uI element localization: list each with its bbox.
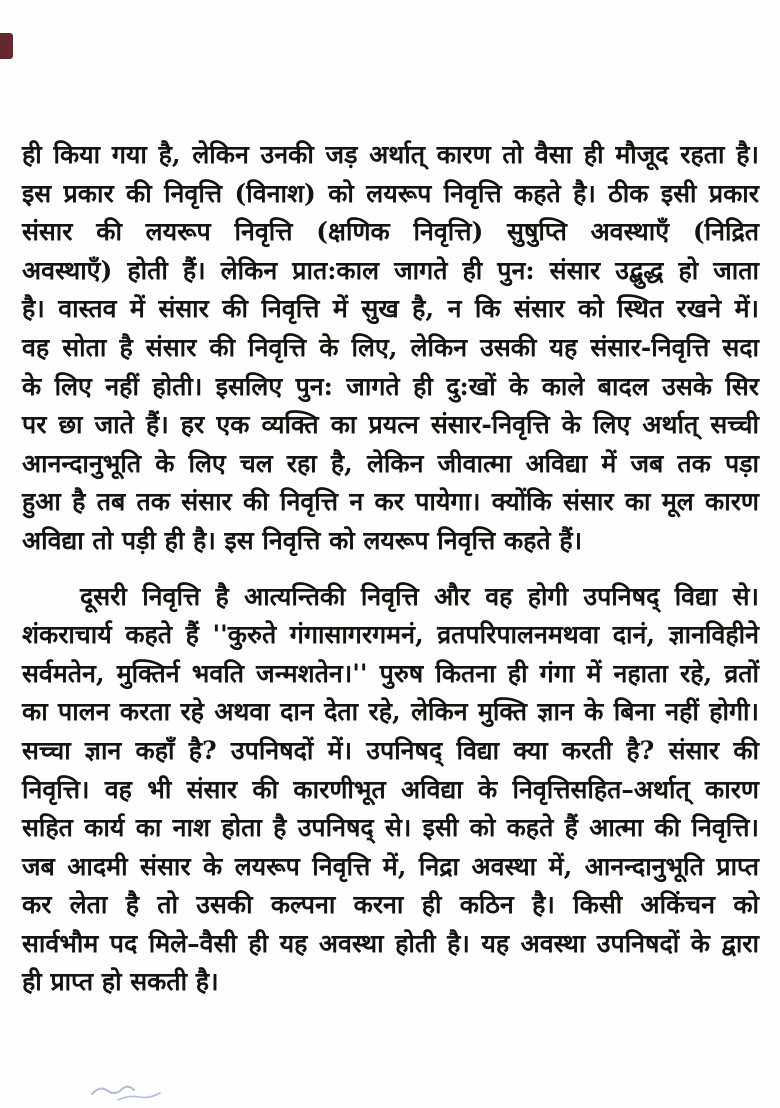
text-line: निवृत्ति। वह भी संसार की कारणीभूत अविद्या के निवृत्तिसहित–अर्थात् कारण — [22, 774, 759, 804]
text-line: संसार की लयरूप निवृत्ति (क्षणिक निवृत्ति) सुषुप्ति अवस्थाएँ (निद्रित — [22, 217, 759, 247]
paragraph — [22, 136, 759, 561]
text-line: है। वास्तव में संसार की निवृत्ति में सुख है, न कि संसार को स्थित रखने में। — [22, 294, 759, 324]
ink-stroke-1 — [92, 1087, 134, 1094]
text-line: ही प्राप्त हो सकती है। — [22, 967, 219, 997]
text-line: सार्वभौम पद मिले–वैसी ही यह अवस्था होती है। यह अवस्था उपनिषदों के द्वारा — [22, 928, 759, 958]
text-line: के लिए नहीं होती। इसलिए पुन: जागते ही दु:खों के काले बादल उसके सिर — [22, 371, 759, 401]
text-line: सच्चा ज्ञान कहाँ है? उपनिषदों में। उपनिषद् विद्या क्या करती है? संसार की — [22, 735, 759, 765]
text-line: अविद्या तो पड़ी ही है। इस निवृत्ति को लयरूप निवृत्ति कहते हैं। — [22, 525, 583, 555]
text-line: शंकराचार्य कहते हैं ''कुरुते गंगासागरगमनं, व्रतपरिपालनमथवा दानं, ज्ञानविहीने — [22, 620, 759, 650]
text-line: कर लेता है तो उसकी कल्पना करना ही कठिन है। किसी अकिंचन को — [22, 890, 759, 920]
paragraph — [22, 578, 759, 1003]
text-line: दूसरी निवृत्ति है आत्यन्तिकी निवृत्ति और वह होगी उपनिषद् विद्या से। — [80, 581, 759, 611]
text-line: ही किया गया है, लेकिन उनकी जड़ अर्थात् कारण तो वैसा ही मौजूद रहता है। — [22, 140, 759, 169]
text-line: का पालन करता रहे अथवा दान देता रहे, लेकिन मुक्ति ज्ञान के बिना नहीं होगी। — [22, 697, 759, 727]
text-line: पर छा जाते हैं। हर एक व्यक्ति का प्रयत्न संसार-निवृत्ति के लिए अर्थात् सच्ची — [22, 410, 759, 440]
ink-scribble-mark — [88, 1080, 168, 1104]
scan-corner-mark — [0, 33, 13, 59]
text-line: अवस्थाएँ) होती हैं। लेकिन प्रात:काल जागते ही पुन: संसार उद्बुद्ध हो जाता — [22, 255, 759, 285]
text-line: सहित कार्य का नाश होता है उपनिषद् से। इसी को कहते हैं आत्मा की निवृत्ति। — [22, 813, 759, 843]
text-line: आनन्दानुभूति के लिए चल रहा है, लेकिन जीवात्मा अविद्या में जब तक पड़ा — [22, 448, 759, 478]
text-line: सर्वमतेन, मुक्तिर्न भवति जन्मशतेन।'' पुरुष कितना ही गंगा में नहाता रहे, व्रतों — [22, 658, 759, 688]
page-text-block — [22, 136, 759, 1002]
text-line: इस प्रकार की निवृत्ति (विनाश) को लयरूप निवृत्ति कहते है। ठीक इसी प्रकार — [22, 178, 759, 208]
text-line: जब आदमी संसार के लयरूप निवृत्ति में, निद्रा अवस्था में, आनन्दानुभूति प्राप्त — [22, 851, 759, 881]
text-line: हुआ है तब तक संसार की निवृत्ति न कर पायेगा। क्योंकि संसार का मूल कारण — [22, 487, 759, 517]
text-line: वह सोता है संसार की निवृत्ति के लिए, लेकिन उसकी यह संसार-निवृत्ति सदा — [22, 332, 759, 362]
ink-stroke-2 — [118, 1093, 160, 1100]
